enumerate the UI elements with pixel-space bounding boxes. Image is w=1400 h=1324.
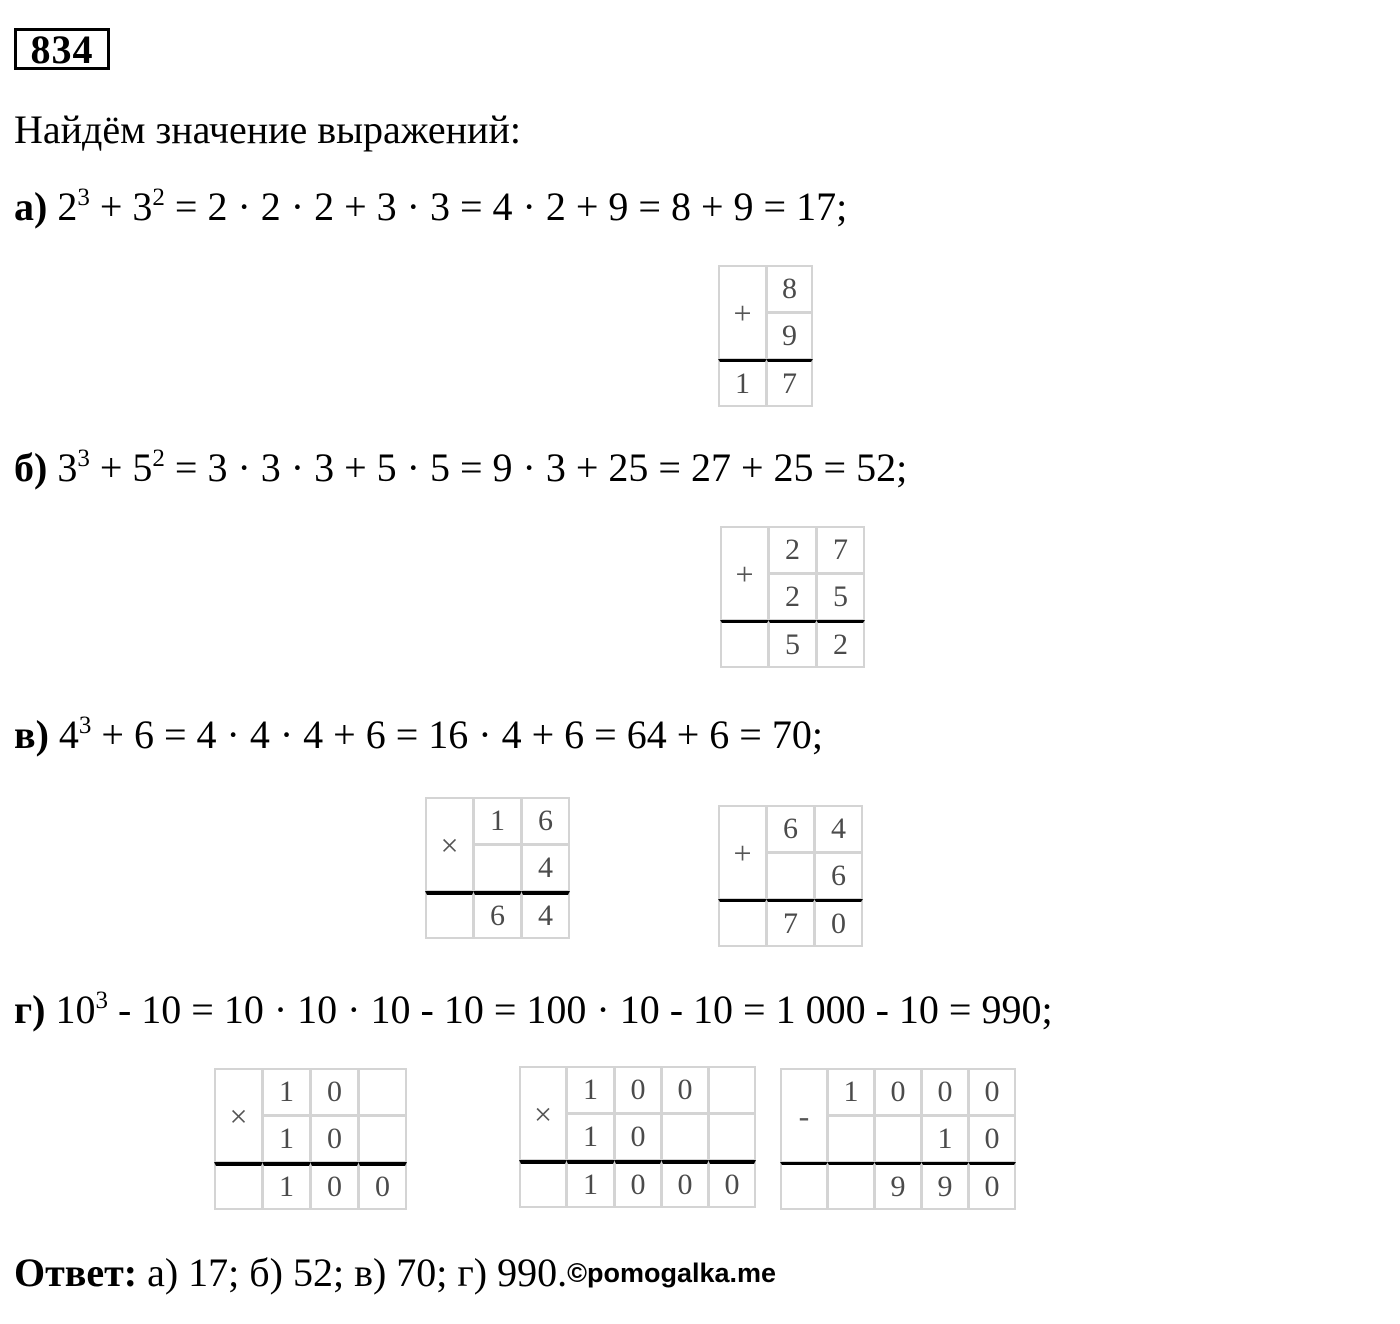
watermark: ©pomogalka.me: [567, 1258, 777, 1288]
digit: 0: [661, 1066, 709, 1114]
column-multiplication-g2: [520, 1067, 756, 1208]
digit: 1: [473, 797, 522, 845]
equation-b: б) $3^3 + 5^2 = 3 \cdot 3 \cdot 3 + 5 \cdot 5 = 9 \cdot 3 + 25 = 27 + 25 = 52$;: [14, 445, 908, 490]
result-digit: 9: [874, 1162, 922, 1210]
digit: 5: [816, 573, 865, 621]
plus-sign: +: [718, 265, 767, 360]
plus-sign: +: [720, 526, 769, 621]
digit: 1: [262, 1068, 311, 1116]
digit: 2: [768, 526, 817, 574]
digit: [827, 1115, 875, 1163]
column-subtraction-g3: [781, 1069, 1016, 1210]
digit: 9: [766, 312, 813, 360]
digit: [473, 844, 522, 892]
result-digit: 0: [814, 899, 863, 947]
digit: 1: [262, 1115, 311, 1163]
digit: 7: [816, 526, 865, 574]
digit: 0: [310, 1115, 359, 1163]
times-sign: ×: [519, 1066, 567, 1161]
digit: 0: [614, 1066, 662, 1114]
intro-text: Найдём значение выражений:: [14, 107, 521, 152]
result-digit: 4: [521, 891, 570, 939]
digit: 6: [766, 805, 815, 853]
digit: 0: [968, 1068, 1016, 1116]
result-digit: [214, 1162, 263, 1210]
column-addition-v: [719, 806, 863, 947]
times-sign: ×: [214, 1068, 263, 1163]
digit: 4: [814, 805, 863, 853]
digit: 2: [768, 573, 817, 621]
result-digit: [780, 1162, 828, 1210]
result-digit: [827, 1162, 875, 1210]
digit: [874, 1115, 922, 1163]
column-multiplication-v: [426, 798, 570, 939]
digit: 0: [310, 1068, 359, 1116]
answer-label: Ответ:: [14, 1250, 138, 1295]
column-multiplication-g1: [215, 1069, 407, 1210]
digit: 4: [521, 844, 570, 892]
digit: 1: [827, 1068, 875, 1116]
label-v: в): [14, 712, 49, 757]
equation-g: г) $10^3 - 10 = 10 \cdot 10 \cdot 10 - 10 = 100 \cdot 10 - 10 = 1$ 000 - 10 = 990;: [14, 987, 1053, 1032]
result-digit: 1: [566, 1160, 615, 1208]
result-digit: 2: [816, 620, 865, 668]
problem-number: 834: [14, 28, 110, 70]
result-digit: 0: [614, 1160, 662, 1208]
result-digit: 0: [661, 1160, 709, 1208]
digit: [708, 1113, 756, 1161]
digit: 0: [921, 1068, 969, 1116]
answer-line: [14, 1248, 776, 1298]
digit: 1: [566, 1066, 615, 1114]
digit: [661, 1113, 709, 1161]
digit: 0: [874, 1068, 922, 1116]
digit: [708, 1066, 756, 1114]
digit: 6: [521, 797, 570, 845]
digit: [358, 1068, 407, 1116]
digit: 0: [614, 1113, 662, 1161]
digit: 8: [766, 265, 813, 313]
result-digit: 1: [718, 359, 767, 407]
result-digit: 5: [768, 620, 817, 668]
column-addition-b: [721, 527, 865, 668]
label-g: г): [14, 987, 46, 1032]
plus-sign: +: [718, 805, 767, 900]
result-digit: [720, 620, 769, 668]
digit: [766, 852, 815, 900]
result-digit: 0: [968, 1162, 1016, 1210]
digit: 6: [814, 852, 863, 900]
answer-text: а) 17; б) 52; в) 70; г) 990.: [137, 1250, 568, 1295]
result-digit: 6: [473, 891, 522, 939]
result-digit: 9: [921, 1162, 969, 1210]
result-digit: 1: [262, 1162, 311, 1210]
times-sign: ×: [425, 797, 474, 892]
digit: 1: [921, 1115, 969, 1163]
equation-v: в) $4^3 + 6 = 4 \cdot 4 \cdot 4 + 6 = 16 \cdot 4 + 6 = 64 + 6 = 70$;: [14, 712, 823, 757]
label-b: б): [14, 445, 48, 490]
minus-sign: -: [780, 1068, 828, 1163]
result-digit: 7: [766, 899, 815, 947]
result-digit: [425, 891, 474, 939]
digit: [358, 1115, 407, 1163]
result-digit: 0: [708, 1160, 756, 1208]
result-digit: [519, 1160, 567, 1208]
result-digit: 0: [310, 1162, 359, 1210]
result-digit: 0: [358, 1162, 407, 1210]
equation-a: а) $2^3 + 3^2 = 2 \cdot 2 \cdot 2 + 3 \cdot 3 = 4 \cdot 2 + 9 = 8 + 9 = 17$;: [14, 184, 848, 229]
column-addition-a: [719, 266, 813, 407]
label-a: а): [14, 184, 48, 229]
digit: 1: [566, 1113, 615, 1161]
digit: 0: [968, 1115, 1016, 1163]
result-digit: [718, 899, 767, 947]
result-digit: 7: [766, 359, 813, 407]
